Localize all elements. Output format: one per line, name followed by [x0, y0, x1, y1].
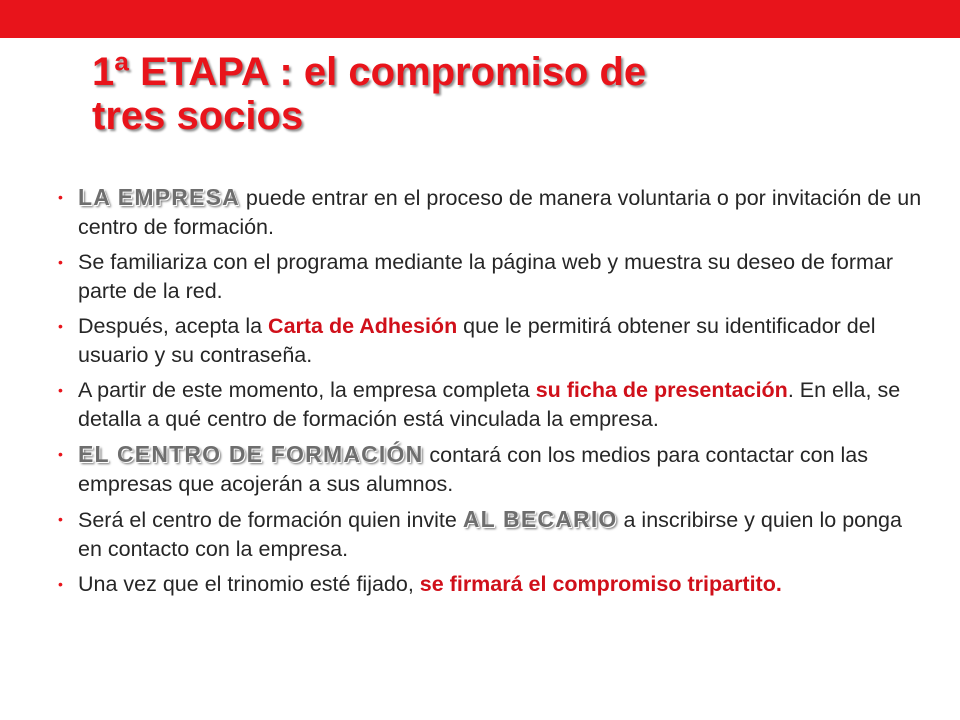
slide-title-line-2: tres socios: [92, 94, 304, 138]
bullet-list: [58, 183, 928, 605]
bullet-caps-text: LA EMPRESA: [78, 184, 240, 210]
bullet-text: contará con los medios para contactar con las empresas que acojerán a sus alumnos.: [78, 443, 869, 496]
bullet-dot-icon: •: [58, 318, 63, 334]
bullet-text: Se familiariza con el programa mediante la página web y muestra su deseo de formar parte de la red.: [78, 250, 894, 303]
bullet-highlight-text: Carta de Adhesión: [268, 314, 458, 338]
bullet-text: puede entrar en el proceso de manera voluntaria o por invitación de un centro de formación.: [78, 186, 922, 239]
bullet-text: a inscribirse y quien lo ponga en contacto con la empresa.: [78, 508, 902, 561]
bullet-text: . En ella, se detalla a qué centro de formación está vinculada la empresa.: [78, 378, 901, 431]
bullet-text: A partir de este momento, la empresa completa: [78, 378, 536, 402]
bullet-text: Después, acepta la: [78, 314, 269, 338]
bullet-item-trinomio: [58, 570, 928, 599]
bullet-dot-icon: •: [58, 446, 63, 462]
bullet-text: que le permitirá obtener su identificador del usuario y su contraseña.: [78, 314, 876, 367]
bullet-item-familiariza: [58, 248, 928, 306]
bullet-text: Será el centro de formación quien invite: [78, 508, 463, 532]
bullet-caps-text: AL BECARIO: [462, 506, 618, 532]
bullet-item-empresa: [58, 183, 928, 242]
bullet-dot-icon: •: [58, 511, 63, 527]
bullet-dot-icon: •: [58, 382, 63, 398]
bullet-caps-text: EL CENTRO DE FORMACIÓN: [78, 441, 424, 467]
bullet-text: Una vez que el trinomio esté fijado,: [78, 572, 420, 596]
bullet-item-centro: [58, 440, 928, 499]
bullet-dot-icon: •: [58, 576, 63, 592]
slide-title: [92, 50, 852, 138]
bullet-item-becario: [58, 505, 928, 564]
bullet-dot-icon: •: [58, 254, 63, 270]
top-accent-bar: [0, 0, 960, 38]
bullet-highlight-text: se firmará el compromiso tripartito.: [419, 572, 782, 596]
bullet-highlight-text: su ficha de presentación: [535, 378, 788, 402]
bullet-item-carta: [58, 312, 928, 370]
bullet-dot-icon: •: [58, 189, 63, 205]
bullet-item-ficha: [58, 376, 928, 434]
slide-title-line-1: 1ª ETAPA : el compromiso de: [92, 50, 647, 94]
